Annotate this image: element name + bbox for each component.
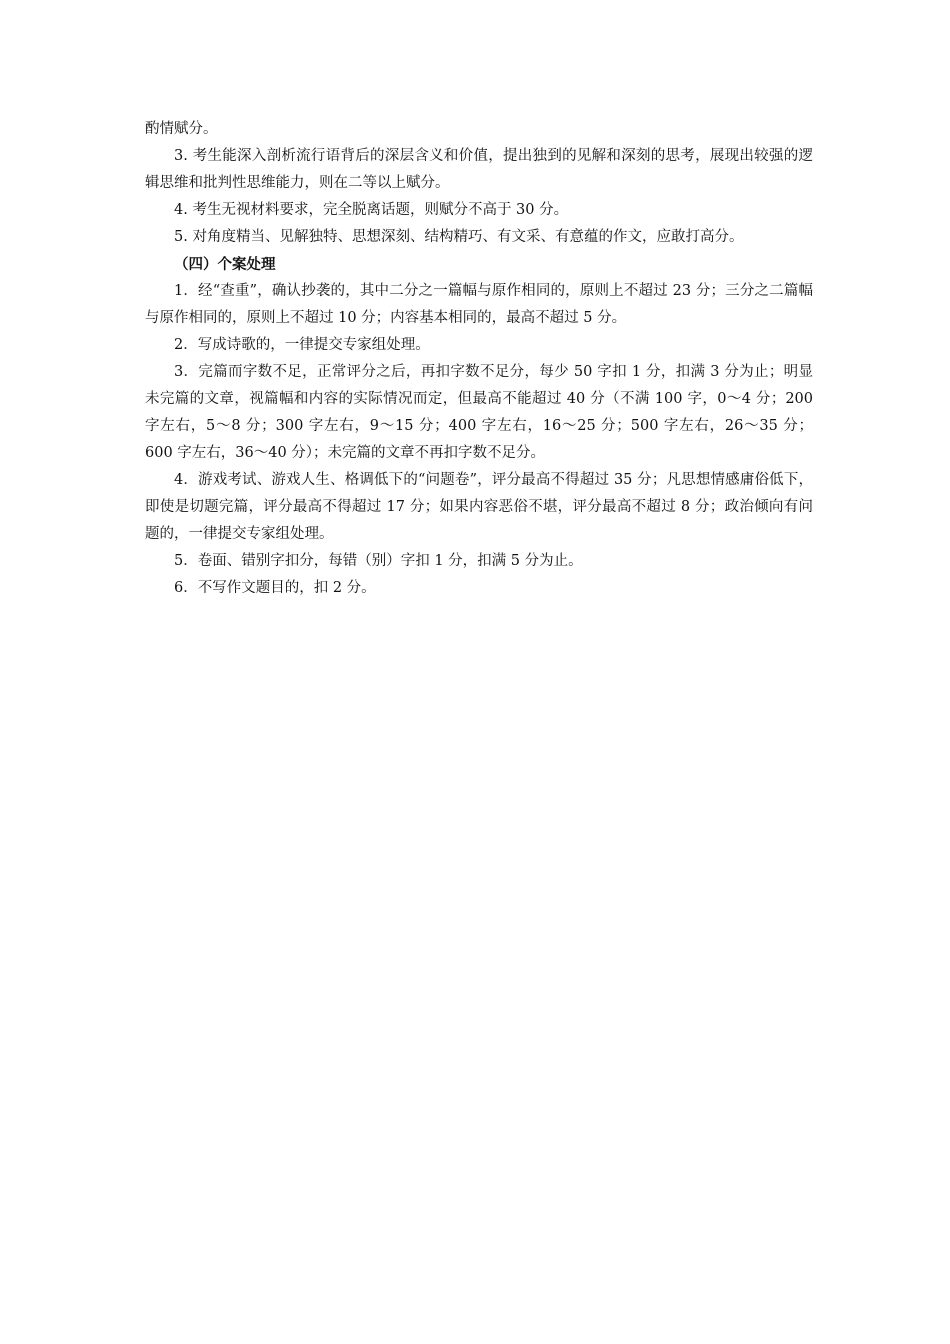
criterion-3: 3. 考生能深入剖析流行语背后的深层含义和价值，提出独到的见解和深刻的思考，展现出较强的逻辑思维和批判性思维能力，则在二等以上赋分。 [145,148,813,191]
case-item-1: 1．经“查重”，确认抄袭的，其中二分之一篇幅与原作相同的，原则上不超过 23 分；三分之二篇幅与原作相同的，原则上不超过 10 分；内容基本相同的，最高不超过 5 分。 [145,283,813,326]
document-page [145,116,813,602]
paragraph-continuation: 酌情赋分。 [145,121,218,137]
case-item-4: 4．游戏考试、游戏人生、格调低下的“问题卷”，评分最高不得超过 35 分；凡思想情感庸俗低下，即使是切题完篇，评分最高不得超过 17 分；如果内容恶俗不堪，评分最高不超过 8 分；政治倾向有问题的，一律提交专家组处理。 [145,472,813,542]
section-heading: （四）个案处理 [174,256,276,273]
case-item-5: 5．卷面、错别字扣分，每错（别）字扣 1 分，扣满 5 分为止。 [174,553,583,569]
criterion-5: 5. 对角度精当、见解独特、思想深刻、结构精巧、有文采、有意蕴的作文，应敢打高分。 [174,229,744,245]
case-item-3: 3．完篇而字数不足，正常评分之后，再扣字数不足分，每少 50 字扣 1 分，扣满 3 分为止；明显未完篇的文章，视篇幅和内容的实际情况而定，但最高不能超过 40 分（不满 100 字，0～4 分；200 字左右，5～8 分；300 字左右，9～15 分；400 字左右，16～25 分；500 字左右，26～35 分；600 字左右，36～40 分）；未完篇的文章不再扣字数不足分。 [145,364,813,461]
case-item-6: 6．不写作文题目的，扣 2 分。 [174,580,376,596]
case-item-2: 2．写成诗歌的，一律提交专家组处理。 [174,337,430,353]
criterion-4: 4. 考生无视材料要求，完全脱离话题，则赋分不高于 30 分。 [174,202,569,218]
